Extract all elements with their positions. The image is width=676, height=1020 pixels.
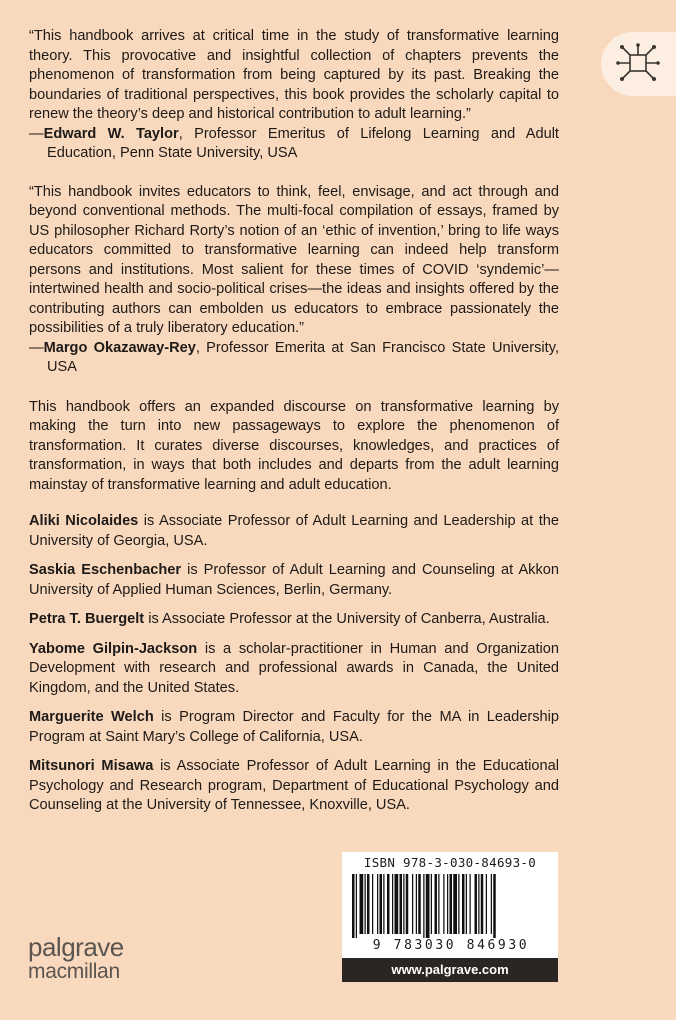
editor-bio xyxy=(29,561,559,600)
barcode-bar xyxy=(438,874,439,934)
editor-bio xyxy=(29,708,559,747)
editor-bio xyxy=(29,757,559,816)
publisher-logo xyxy=(28,934,124,984)
publisher-logo-line1: palgrave xyxy=(28,932,124,962)
isbn-label: ISBN 978-3-030-84693-0 xyxy=(363,855,537,870)
barcode-bar xyxy=(412,874,413,934)
barcode-block xyxy=(342,852,558,958)
barcode-bar xyxy=(383,874,384,934)
barcode-bar xyxy=(360,874,364,934)
endorser-name: Margo Okazaway-Rey xyxy=(43,339,196,356)
editor-name: Yabome Gilpin-Jackson xyxy=(29,640,198,657)
endorsement-quote-1 xyxy=(29,27,559,164)
barcode-bar xyxy=(475,874,478,934)
barcode-digits: 9 783030 846930 xyxy=(372,938,530,953)
barcode-bar xyxy=(395,874,399,934)
barcode-bar xyxy=(372,874,373,934)
barcode-bar xyxy=(426,874,430,938)
barcode-bar xyxy=(466,874,467,934)
quote-attribution xyxy=(29,125,559,164)
barcode-bar xyxy=(377,874,378,934)
barcode-bar xyxy=(352,874,355,938)
barcode-bar xyxy=(491,874,492,934)
quote-text: “This handbook invites educators to think, feel, envisage, and act through and beyond conventional methods. The multi-focal compilation of essays, framed by US philosopher Richard Rorty’s notion of an ‘ethic of invention,’ bring to life ways educators committed to transformative learning can indeed help transform persons and institutions. Most salient for these times of COVID ‘syndemic’—intertwined health and socio-political crises—the ideas and insights offered by the contributing authors can embolden us educators to embrace passionately the possibilities of a truly liberatory education.” xyxy=(29,183,559,336)
barcode-bar xyxy=(493,874,496,938)
editor-bio-text: is a scholar-practitioner in Human and Organization Development with research and professional awards in Canada, the United Kingdom, and the United States. xyxy=(29,640,559,696)
quote-attribution xyxy=(29,339,559,378)
barcode-bar xyxy=(403,874,404,934)
barcode-bar xyxy=(416,874,417,934)
editor-bio xyxy=(29,512,559,551)
network-node-icon xyxy=(615,42,665,86)
barcode-bar xyxy=(431,874,432,934)
barcode-bar xyxy=(356,874,357,938)
editor-bios xyxy=(29,512,559,816)
quote-text: “This handbook arrives at critical time in the study of transformative learning theory. This provocative and insightful collection of chapters prevents the phenomenon of transformation from being captured by its past. Breaking the boundaries of traditional perspectives, this book provides the scholarly capital to renew the theory’s deep and historical contribution to adult learning.” xyxy=(29,28,559,122)
barcode-bar xyxy=(447,874,448,934)
barcode-bar xyxy=(400,874,403,934)
publisher-logo-line2: macmillan xyxy=(28,960,120,983)
editor-bio-text: is Professor of Adult Learning and Counseling at Akkon University of Applied Human Sciences, Berlin, Germany. xyxy=(29,562,559,598)
barcode-bar xyxy=(418,874,421,934)
barcode-bar xyxy=(392,874,393,934)
barcode-bar xyxy=(387,874,390,934)
barcode-bar xyxy=(443,874,444,934)
barcode-bar xyxy=(450,874,453,934)
barcode-bar xyxy=(462,874,465,934)
book-description xyxy=(29,398,559,496)
editor-bio xyxy=(29,610,559,630)
endorser-name: Edward W. Taylor xyxy=(43,125,179,142)
barcode-bar xyxy=(365,874,366,934)
barcode-bar xyxy=(367,874,370,934)
editor-bio-text: is Associate Professor at the University of Canberra, Australia. xyxy=(144,611,550,627)
barcode-bar xyxy=(453,874,457,934)
endorser-affiliation: , Professor Emeritus of Lifelong Learning and Adult Education, Penn State University, USA xyxy=(47,125,559,161)
editor-bio xyxy=(29,640,559,699)
publisher-url[interactable]: www.palgrave.com xyxy=(342,958,558,982)
attribution-dash: — xyxy=(29,125,44,142)
editor-bio-text: is Associate Professor of Adult Learning in the Educational Psychology and Research program, Department of Educational Psychology and Counseling at the University of Tennessee, Knoxville, USA. xyxy=(29,758,559,813)
barcode-bar xyxy=(423,874,424,938)
corner-tab xyxy=(601,32,676,96)
barcode-bar xyxy=(458,874,459,934)
editor-name: Mitsunori Misawa xyxy=(29,758,154,774)
editor-name: Saskia Eschenbacher xyxy=(29,562,182,578)
editor-bio-text: is Program Director and Faculty for the MA in Leadership Program at Saint Mary’s College of California, USA. xyxy=(29,709,559,745)
barcode-bar xyxy=(478,874,479,934)
barcode-bar xyxy=(481,874,484,934)
endorsement-quote-2 xyxy=(29,183,559,378)
barcode-bar xyxy=(380,874,383,934)
barcode-bar xyxy=(486,874,487,934)
editor-name: Marguerite Welch xyxy=(29,709,154,725)
barcode-bar xyxy=(406,874,409,934)
attribution-dash: — xyxy=(29,339,44,356)
barcode-icon xyxy=(348,874,552,938)
endorser-affiliation: , Professor Emerita at San Francisco State University, USA xyxy=(47,339,559,375)
editor-name: Aliki Nicolaides xyxy=(29,513,139,529)
editor-name: Petra T. Buergelt xyxy=(29,611,145,627)
editor-bio-text: is Associate Professor of Adult Learning and Leadership at the University of Georgia, USA. xyxy=(29,513,559,549)
barcode-bar xyxy=(470,874,471,934)
back-cover-text xyxy=(29,27,559,826)
description-text: This handbook offers an expanded discourse on transformative learning by making the turn into new passageways to explore the phenomenon of transformation. It curates diverse discourses, knowledges, and practices of transformation, in ways that both includes and departs from the adult learning mainstay of transformative learning and adult education. xyxy=(29,398,559,493)
barcode-bar xyxy=(435,874,438,934)
